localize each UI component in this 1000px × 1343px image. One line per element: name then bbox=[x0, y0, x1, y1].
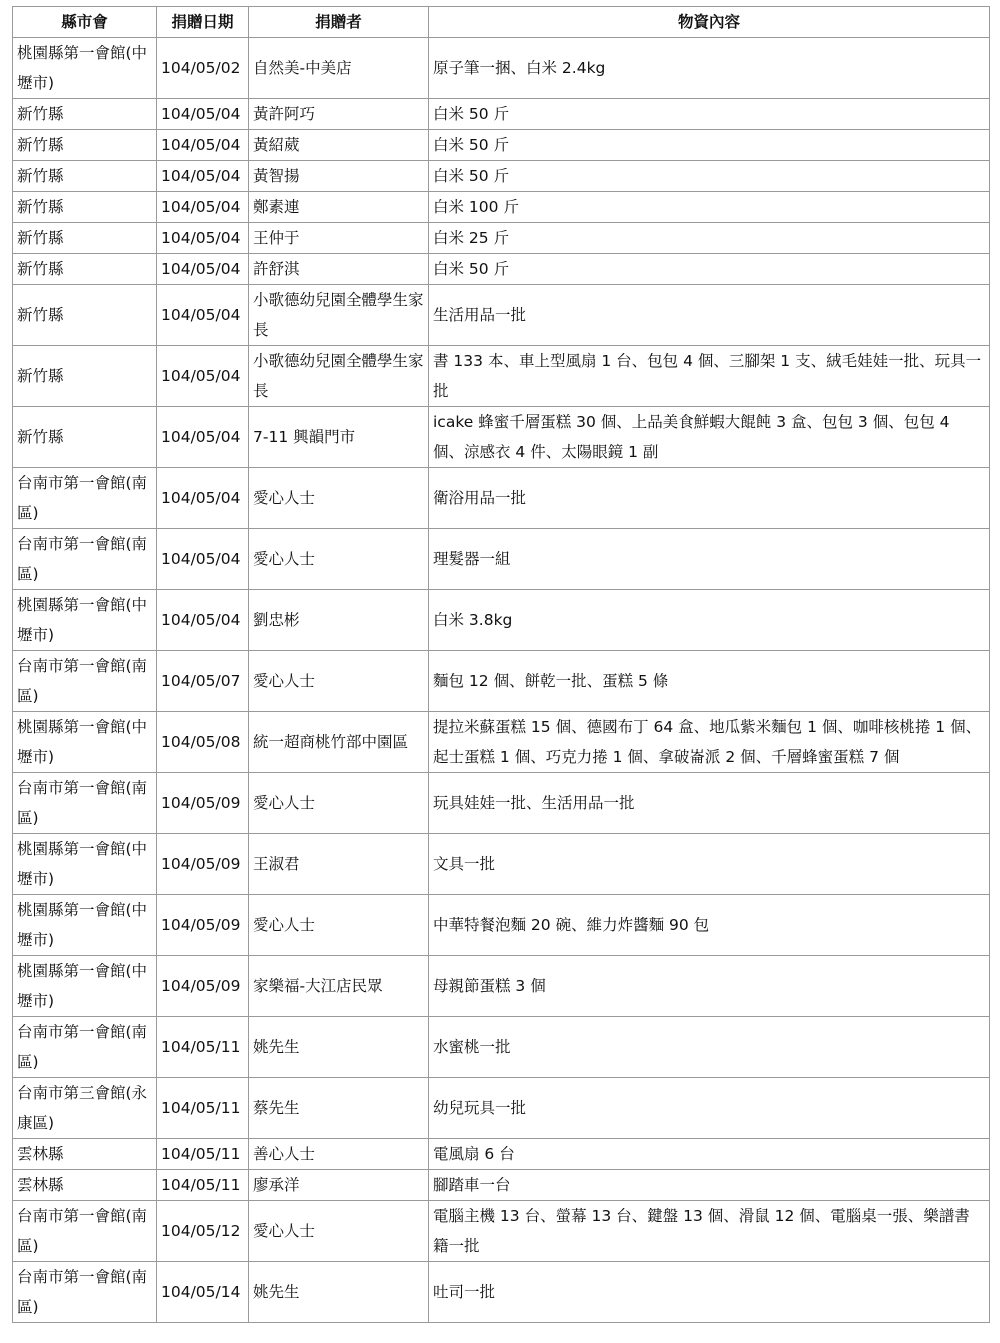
header-date: 捐贈日期 bbox=[157, 7, 249, 38]
table-row bbox=[13, 192, 990, 223]
cell-date: 104/05/09 bbox=[157, 895, 249, 956]
cell-date: 104/05/04 bbox=[157, 161, 249, 192]
table-row bbox=[13, 529, 990, 590]
table-row bbox=[13, 956, 990, 1017]
cell-date: 104/05/09 bbox=[157, 956, 249, 1017]
cell-date: 104/05/04 bbox=[157, 192, 249, 223]
cell-date: 104/05/11 bbox=[157, 1017, 249, 1078]
cell-date: 104/05/04 bbox=[157, 529, 249, 590]
table-row bbox=[13, 1170, 990, 1201]
table-row bbox=[13, 1262, 990, 1323]
cell-items: 生活用品一批 bbox=[429, 285, 990, 346]
cell-donor: 統一超商桃竹部中園區 bbox=[249, 712, 429, 773]
cell-donor: 家樂福-大江店民眾 bbox=[249, 956, 429, 1017]
cell-county: 台南市第一會館(南區) bbox=[13, 1017, 157, 1078]
cell-county: 新竹縣 bbox=[13, 192, 157, 223]
cell-items: 白米 50 斤 bbox=[429, 161, 990, 192]
table-row bbox=[13, 1078, 990, 1139]
cell-donor: 黃智揚 bbox=[249, 161, 429, 192]
cell-donor: 王淑君 bbox=[249, 834, 429, 895]
table-row bbox=[13, 346, 990, 407]
cell-county: 桃園縣第一會館(中壢市) bbox=[13, 38, 157, 99]
table-row bbox=[13, 712, 990, 773]
cell-county: 新竹縣 bbox=[13, 130, 157, 161]
cell-date: 104/05/14 bbox=[157, 1262, 249, 1323]
cell-donor: 許舒淇 bbox=[249, 254, 429, 285]
cell-county: 雲林縣 bbox=[13, 1139, 157, 1170]
cell-donor: 愛心人士 bbox=[249, 1201, 429, 1262]
cell-items: 母親節蛋糕 3 個 bbox=[429, 956, 990, 1017]
cell-date: 104/05/04 bbox=[157, 99, 249, 130]
cell-items: 玩具娃娃一批、生活用品一批 bbox=[429, 773, 990, 834]
cell-donor: 愛心人士 bbox=[249, 651, 429, 712]
cell-items: 吐司一批 bbox=[429, 1262, 990, 1323]
cell-items: 電風扇 6 台 bbox=[429, 1139, 990, 1170]
cell-county: 桃園縣第一會館(中壢市) bbox=[13, 956, 157, 1017]
cell-date: 104/05/11 bbox=[157, 1170, 249, 1201]
cell-county: 新竹縣 bbox=[13, 346, 157, 407]
cell-donor: 愛心人士 bbox=[249, 895, 429, 956]
cell-items: 白米 50 斤 bbox=[429, 254, 990, 285]
cell-donor: 姚先生 bbox=[249, 1017, 429, 1078]
cell-date: 104/05/04 bbox=[157, 223, 249, 254]
cell-items: 白米 50 斤 bbox=[429, 99, 990, 130]
header-donor: 捐贈者 bbox=[249, 7, 429, 38]
cell-county: 台南市第三會館(永康區) bbox=[13, 1078, 157, 1139]
cell-county: 台南市第一會館(南區) bbox=[13, 1262, 157, 1323]
header-items: 物資內容 bbox=[429, 7, 990, 38]
cell-items: 水蜜桃一批 bbox=[429, 1017, 990, 1078]
cell-donor: 小歌德幼兒園全體學生家長 bbox=[249, 346, 429, 407]
cell-donor: 小歌德幼兒園全體學生家長 bbox=[249, 285, 429, 346]
cell-donor: 王仲于 bbox=[249, 223, 429, 254]
cell-county: 新竹縣 bbox=[13, 407, 157, 468]
cell-date: 104/05/09 bbox=[157, 834, 249, 895]
table-row bbox=[13, 773, 990, 834]
table-row bbox=[13, 99, 990, 130]
cell-date: 104/05/07 bbox=[157, 651, 249, 712]
cell-date: 104/05/08 bbox=[157, 712, 249, 773]
table-row bbox=[13, 285, 990, 346]
cell-items: 麵包 12 個、餅乾一批、蛋糕 5 條 bbox=[429, 651, 990, 712]
cell-county: 桃園縣第一會館(中壢市) bbox=[13, 712, 157, 773]
cell-donor: 蔡先生 bbox=[249, 1078, 429, 1139]
cell-date: 104/05/09 bbox=[157, 773, 249, 834]
donations-table bbox=[12, 6, 990, 1323]
cell-county: 台南市第一會館(南區) bbox=[13, 529, 157, 590]
cell-county: 台南市第一會館(南區) bbox=[13, 1201, 157, 1262]
cell-county: 雲林縣 bbox=[13, 1170, 157, 1201]
cell-donor: 劉忠彬 bbox=[249, 590, 429, 651]
table-row bbox=[13, 38, 990, 99]
cell-county: 台南市第一會館(南區) bbox=[13, 468, 157, 529]
cell-donor: 愛心人士 bbox=[249, 529, 429, 590]
cell-county: 新竹縣 bbox=[13, 285, 157, 346]
cell-donor: 姚先生 bbox=[249, 1262, 429, 1323]
cell-date: 104/05/04 bbox=[157, 407, 249, 468]
table-row bbox=[13, 161, 990, 192]
cell-items: 幼兒玩具一批 bbox=[429, 1078, 990, 1139]
cell-items: 白米 3.8kg bbox=[429, 590, 990, 651]
table-row bbox=[13, 895, 990, 956]
cell-date: 104/05/11 bbox=[157, 1078, 249, 1139]
table-row bbox=[13, 1139, 990, 1170]
cell-items: 腳踏車一台 bbox=[429, 1170, 990, 1201]
cell-donor: 黃許阿巧 bbox=[249, 99, 429, 130]
cell-donor: 廖承洋 bbox=[249, 1170, 429, 1201]
table-row bbox=[13, 590, 990, 651]
cell-date: 104/05/04 bbox=[157, 590, 249, 651]
cell-county: 桃園縣第一會館(中壢市) bbox=[13, 590, 157, 651]
cell-county: 桃園縣第一會館(中壢市) bbox=[13, 834, 157, 895]
cell-donor: 黃紹葳 bbox=[249, 130, 429, 161]
cell-items: 白米 50 斤 bbox=[429, 130, 990, 161]
cell-date: 104/05/04 bbox=[157, 346, 249, 407]
cell-items: 白米 100 斤 bbox=[429, 192, 990, 223]
cell-donor: 善心人士 bbox=[249, 1139, 429, 1170]
cell-donor: 自然美-中美店 bbox=[249, 38, 429, 99]
table-row bbox=[13, 468, 990, 529]
table-row bbox=[13, 1017, 990, 1078]
cell-date: 104/05/12 bbox=[157, 1201, 249, 1262]
cell-date: 104/05/11 bbox=[157, 1139, 249, 1170]
cell-date: 104/05/04 bbox=[157, 468, 249, 529]
cell-items: 理髮器一組 bbox=[429, 529, 990, 590]
cell-donor: 愛心人士 bbox=[249, 773, 429, 834]
cell-items: 文具一批 bbox=[429, 834, 990, 895]
cell-donor: 鄭素連 bbox=[249, 192, 429, 223]
cell-county: 新竹縣 bbox=[13, 254, 157, 285]
cell-items: 白米 25 斤 bbox=[429, 223, 990, 254]
cell-items: icake 蜂蜜千層蛋糕 30 個、上品美食鮮蝦大餛飩 3 盒、包包 3 個、包包 4 個、涼感衣 4 件、太陽眼鏡 1 副 bbox=[429, 407, 990, 468]
table-body bbox=[13, 38, 990, 1323]
cell-donor: 愛心人士 bbox=[249, 468, 429, 529]
cell-date: 104/05/04 bbox=[157, 285, 249, 346]
cell-date: 104/05/04 bbox=[157, 254, 249, 285]
table-row bbox=[13, 254, 990, 285]
table-row bbox=[13, 834, 990, 895]
cell-county: 台南市第一會館(南區) bbox=[13, 773, 157, 834]
table-row bbox=[13, 223, 990, 254]
cell-county: 新竹縣 bbox=[13, 223, 157, 254]
table-row bbox=[13, 651, 990, 712]
cell-items: 衛浴用品一批 bbox=[429, 468, 990, 529]
cell-donor: 7-11 興韻門市 bbox=[249, 407, 429, 468]
cell-county: 新竹縣 bbox=[13, 99, 157, 130]
cell-items: 中華特餐泡麵 20 碗、維力炸醬麵 90 包 bbox=[429, 895, 990, 956]
cell-items: 原子筆一捆、白米 2.4kg bbox=[429, 38, 990, 99]
table-row bbox=[13, 407, 990, 468]
cell-county: 新竹縣 bbox=[13, 161, 157, 192]
header-county: 縣市會 bbox=[13, 7, 157, 38]
cell-items: 提拉米蘇蛋糕 15 個、德國布丁 64 盒、地瓜紫米麵包 1 個、咖啡核桃捲 1 個、起士蛋糕 1 個、巧克力捲 1 個、拿破崙派 2 個、千層蜂蜜蛋糕 7 個 bbox=[429, 712, 990, 773]
cell-items: 書 133 本、車上型風扇 1 台、包包 4 個、三腳架 1 支、絨毛娃娃一批、玩具一批 bbox=[429, 346, 990, 407]
cell-county: 台南市第一會館(南區) bbox=[13, 651, 157, 712]
cell-county: 桃園縣第一會館(中壢市) bbox=[13, 895, 157, 956]
table-row bbox=[13, 130, 990, 161]
cell-items: 電腦主機 13 台、螢幕 13 台、鍵盤 13 個、滑鼠 12 個、電腦桌一張、樂譜書籍一批 bbox=[429, 1201, 990, 1262]
table-row bbox=[13, 1201, 990, 1262]
cell-date: 104/05/02 bbox=[157, 38, 249, 99]
header-row bbox=[13, 7, 990, 38]
cell-date: 104/05/04 bbox=[157, 130, 249, 161]
